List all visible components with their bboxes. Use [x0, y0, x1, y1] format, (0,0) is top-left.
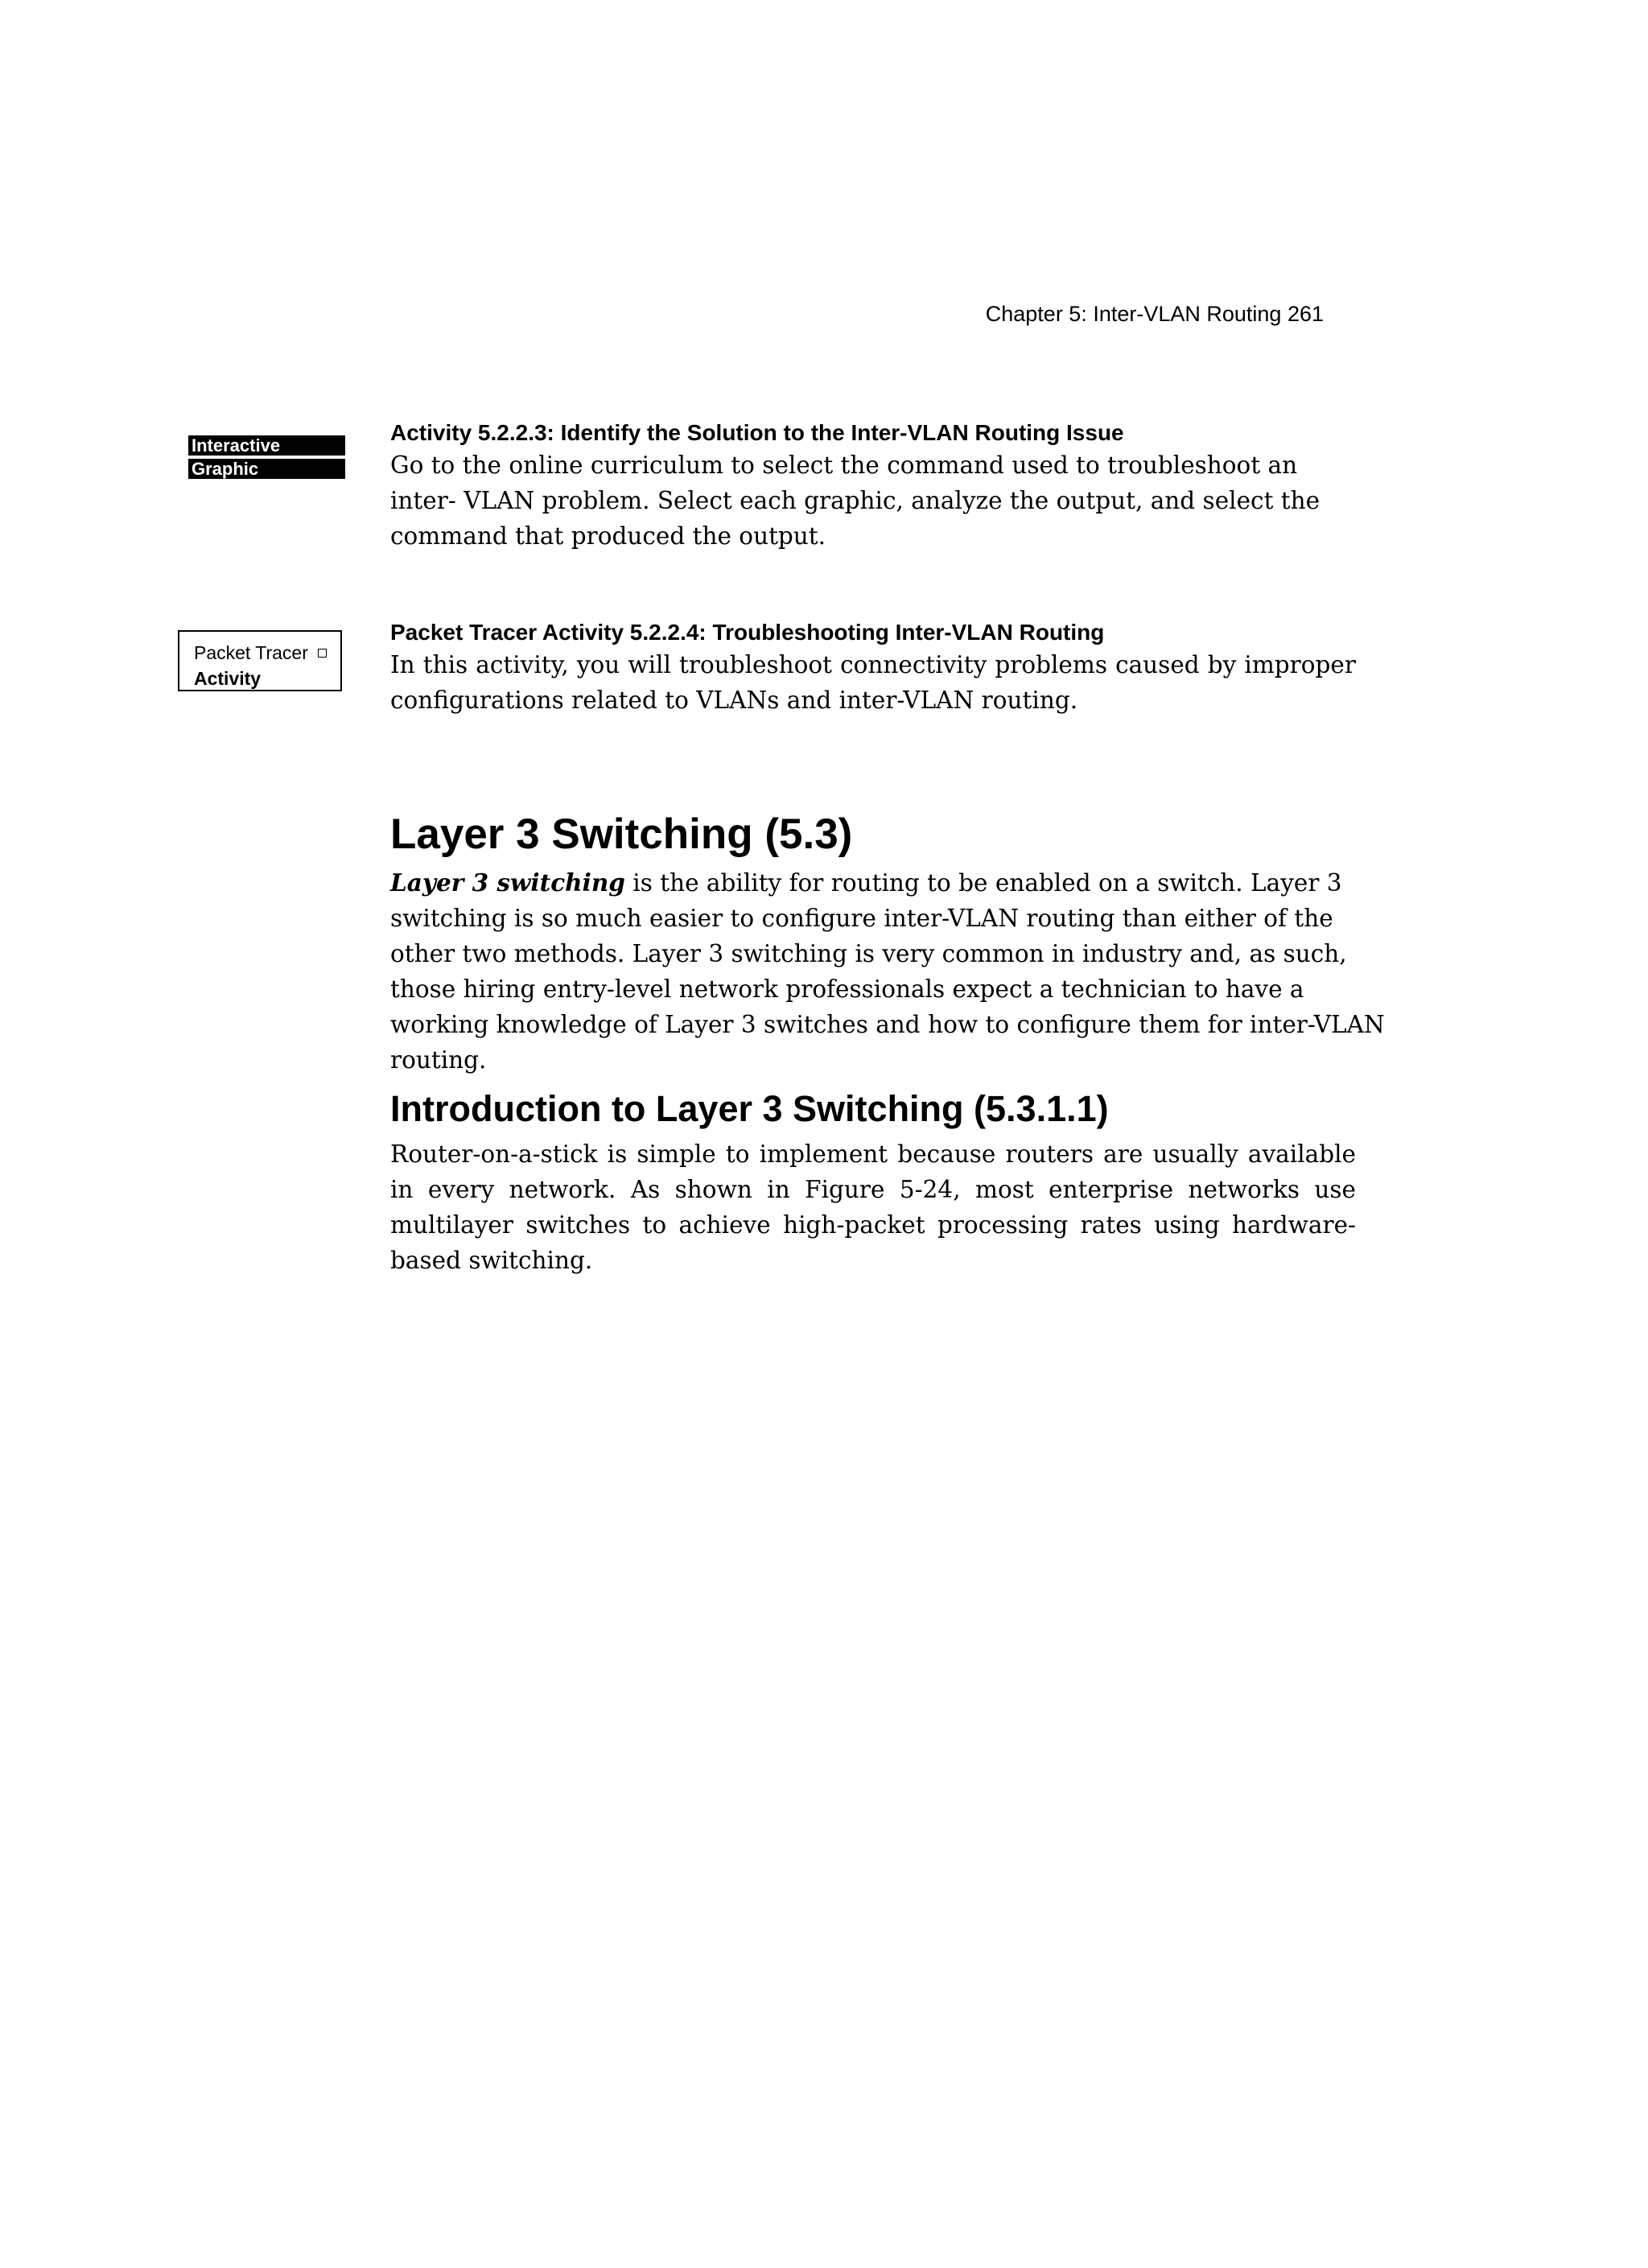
subsection-heading: Introduction to Layer 3 Switching (5.3.1.1)	[390, 1088, 1109, 1129]
running-header: Chapter 5: Inter-VLAN Routing 261	[985, 302, 1324, 326]
checkbox-icon	[318, 649, 327, 658]
activity-label: Activity	[194, 668, 262, 689]
activity-block-5-2-2-4	[390, 618, 1356, 718]
section-paragraph-text: is the ability for routing to be enabled on a switch. Layer 3 switching is so much easier to configure inter-VLAN routing than either of the other two methods. Layer 3 switching is very common in industry and, as such, those hiring entry-level network professionals expect a technician to have a working knowledge of Layer 3 switches and how to configure them for inter-VLAN routing.	[390, 869, 1385, 1074]
badge-line-interactive: Interactive	[188, 435, 345, 456]
subsection-paragraph: Router-on-a-stick is simple to implement because routers are usually available in every network. As shown in Figure 5-24, most enterprise networks use multilayer switches to achieve high-packet processing rates using hardware-based switching.	[390, 1140, 1356, 1274]
subsection-body	[390, 1136, 1356, 1278]
key-term: Layer 3 switching	[390, 868, 625, 897]
packet-tracer-label	[194, 640, 340, 666]
activity-description: In this activity, you will troubleshoot connectivity problems caused by improper configurations related to VLANs and inter-VLAN routing.	[390, 651, 1356, 714]
activity-title: Activity 5.2.2.3: Identify the Solution to the Inter-VLAN Routing Issue	[390, 420, 1124, 445]
section-heading: Layer 3 Switching (5.3)	[390, 810, 853, 858]
interactive-graphic-badge	[188, 435, 345, 482]
activity-description: Go to the online curriculum to select the command used to troubleshoot an inter- VLAN problem. Select each graphic, analyze the output, and select the command that produced the output.	[390, 452, 1320, 550]
section-paragraph	[390, 865, 1400, 1078]
packet-tracer-badge	[178, 630, 342, 691]
activity-title: Packet Tracer Activity 5.2.2.4: Troubleshooting Inter-VLAN Routing	[390, 620, 1105, 645]
activity-block-5-2-2-3	[390, 419, 1356, 554]
section-body	[390, 865, 1400, 1078]
packet-tracer-text: Packet Tracer	[194, 642, 308, 663]
badge-line-graphic: Graphic	[188, 459, 345, 479]
